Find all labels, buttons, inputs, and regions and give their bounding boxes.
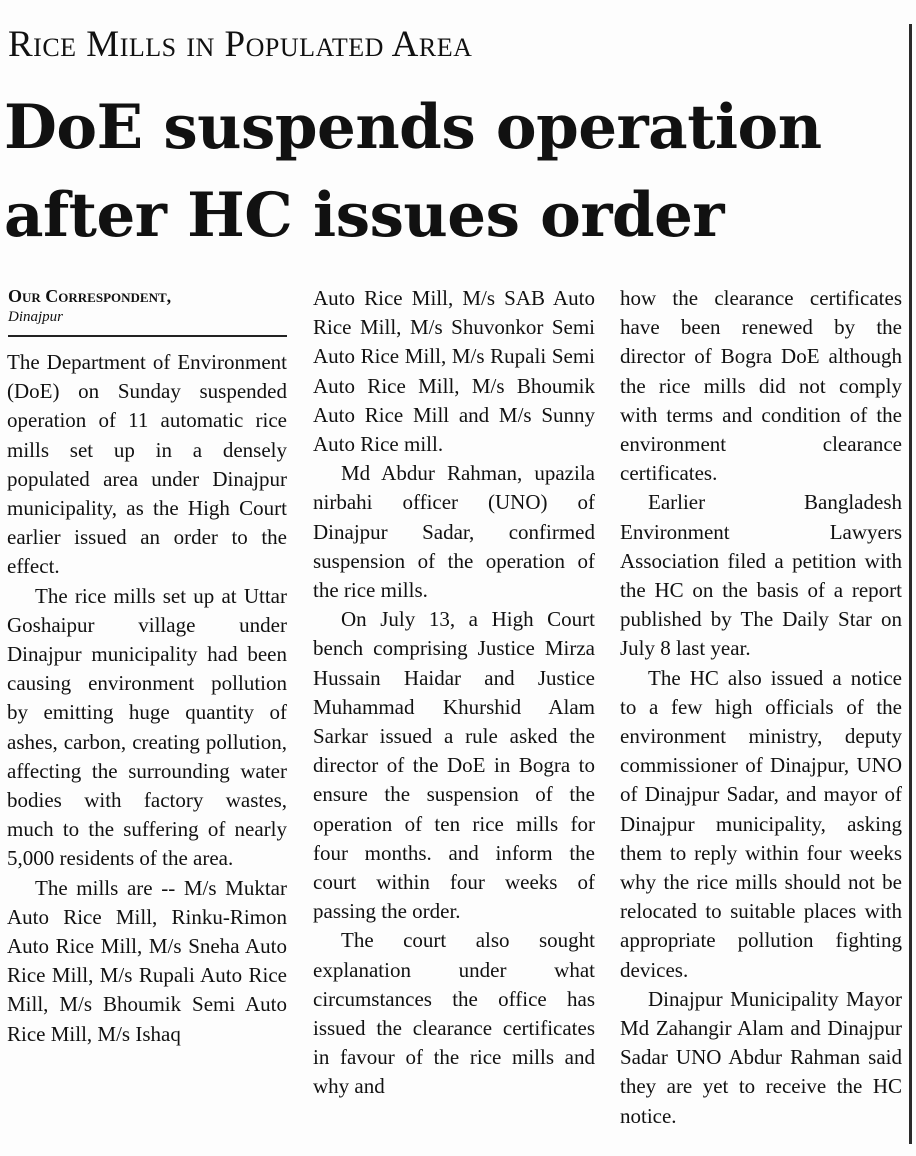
paragraph: Auto Rice Mill, M/s SAB Auto Rice Mill, M/s Shuvonkor Semi Auto Rice Mill, M/s Rupali Semi Auto Rice Mill, M/s Bhoumik Auto Rice Mill and M/s Sunny Auto Rice mill. [313,286,595,457]
headline-line-2: after HC issues order [4,180,725,251]
byline [8,284,288,326]
paragraph: The HC also issued a notice to a few high officials of the environment ministry, deputy commissioner of Dinajpur, UNO of Dinajpur Sadar, and mayor of Dinajpur municipality, asking them to reply within four weeks why the rice mills should not be relocated to suitable places with appropriate pollution fighting devices. [620,665,902,982]
paragraph: The court also sought explanation under what circumstances the office has issued the clearance certificates in favour of the rice mills and why and [313,928,595,1099]
byline-name: Our Correspondent, [8,286,172,306]
body-column-1 [7,348,287,1049]
headline [4,84,904,260]
body-column-2 [313,284,595,1102]
paragraph: On July 13, a High Court bench comprising Justice Mirza Hussain Haidar and Justice Muhammad Khurshid Alam Sarkar issued a rule asked the director of the DoE in Bogra to ensure the suspension of the operation of ten rice mills for four months. and inform the court within four weeks of passing the order. [313,607,595,924]
column-rule [909,24,912,1144]
paragraph: Dinajpur Municipality Mayor Md Zahangir Alam and Dinajpur Sadar UNO Abdur Rahman said they are yet to receive the HC notice. [620,986,902,1128]
byline-divider [8,335,287,337]
paragraph: The mills are -- M/s Muktar Auto Rice Mill, Rinku-Rimon Auto Rice Mill, M/s Sneha Auto Rice Mill, M/s Rupali Auto Rice Mill, M/s Bhoumik Semi Auto Rice Mill, M/s Ishaq [7,875,287,1046]
paragraph: how the clearance certificates have been renewed by the director of Bogra DoE although the rice mills did not comply with terms and condition of the environment clearance certificates. [620,286,902,486]
headline-line-1: DoE suspends operation [4,92,822,163]
kicker: Rice Mills in Populated Area [8,24,473,65]
paragraph: The Department of Environment (DoE) on Sunday suspended operation of 11 automatic rice mills set up in a densely populated area under Dinajpur municipality, as the High Court earlier issued an order to the effect. [7,350,287,579]
paragraph: Earlier Bangladesh Environment Lawyers Association filed a petition with the HC on the basis of a report published by The Daily Star on July 8 last year. [620,490,902,661]
byline-place: Dinajpur [8,309,64,325]
body-column-3 [620,284,902,1131]
paragraph: Md Abdur Rahman, upazila nirbahi officer (UNO) of Dinajpur Sadar, confirmed suspension of the operation of the rice mills. [313,461,595,603]
paragraph: The rice mills set up at Uttar Goshaipur village under Dinajpur municipality had been causing environment pollution by emitting huge quantity of ashes, carbon, creating pollution, affecting the surrounding water bodies with factory wastes, much to the suffering of nearly 5,000 residents of the area. [7,583,287,871]
